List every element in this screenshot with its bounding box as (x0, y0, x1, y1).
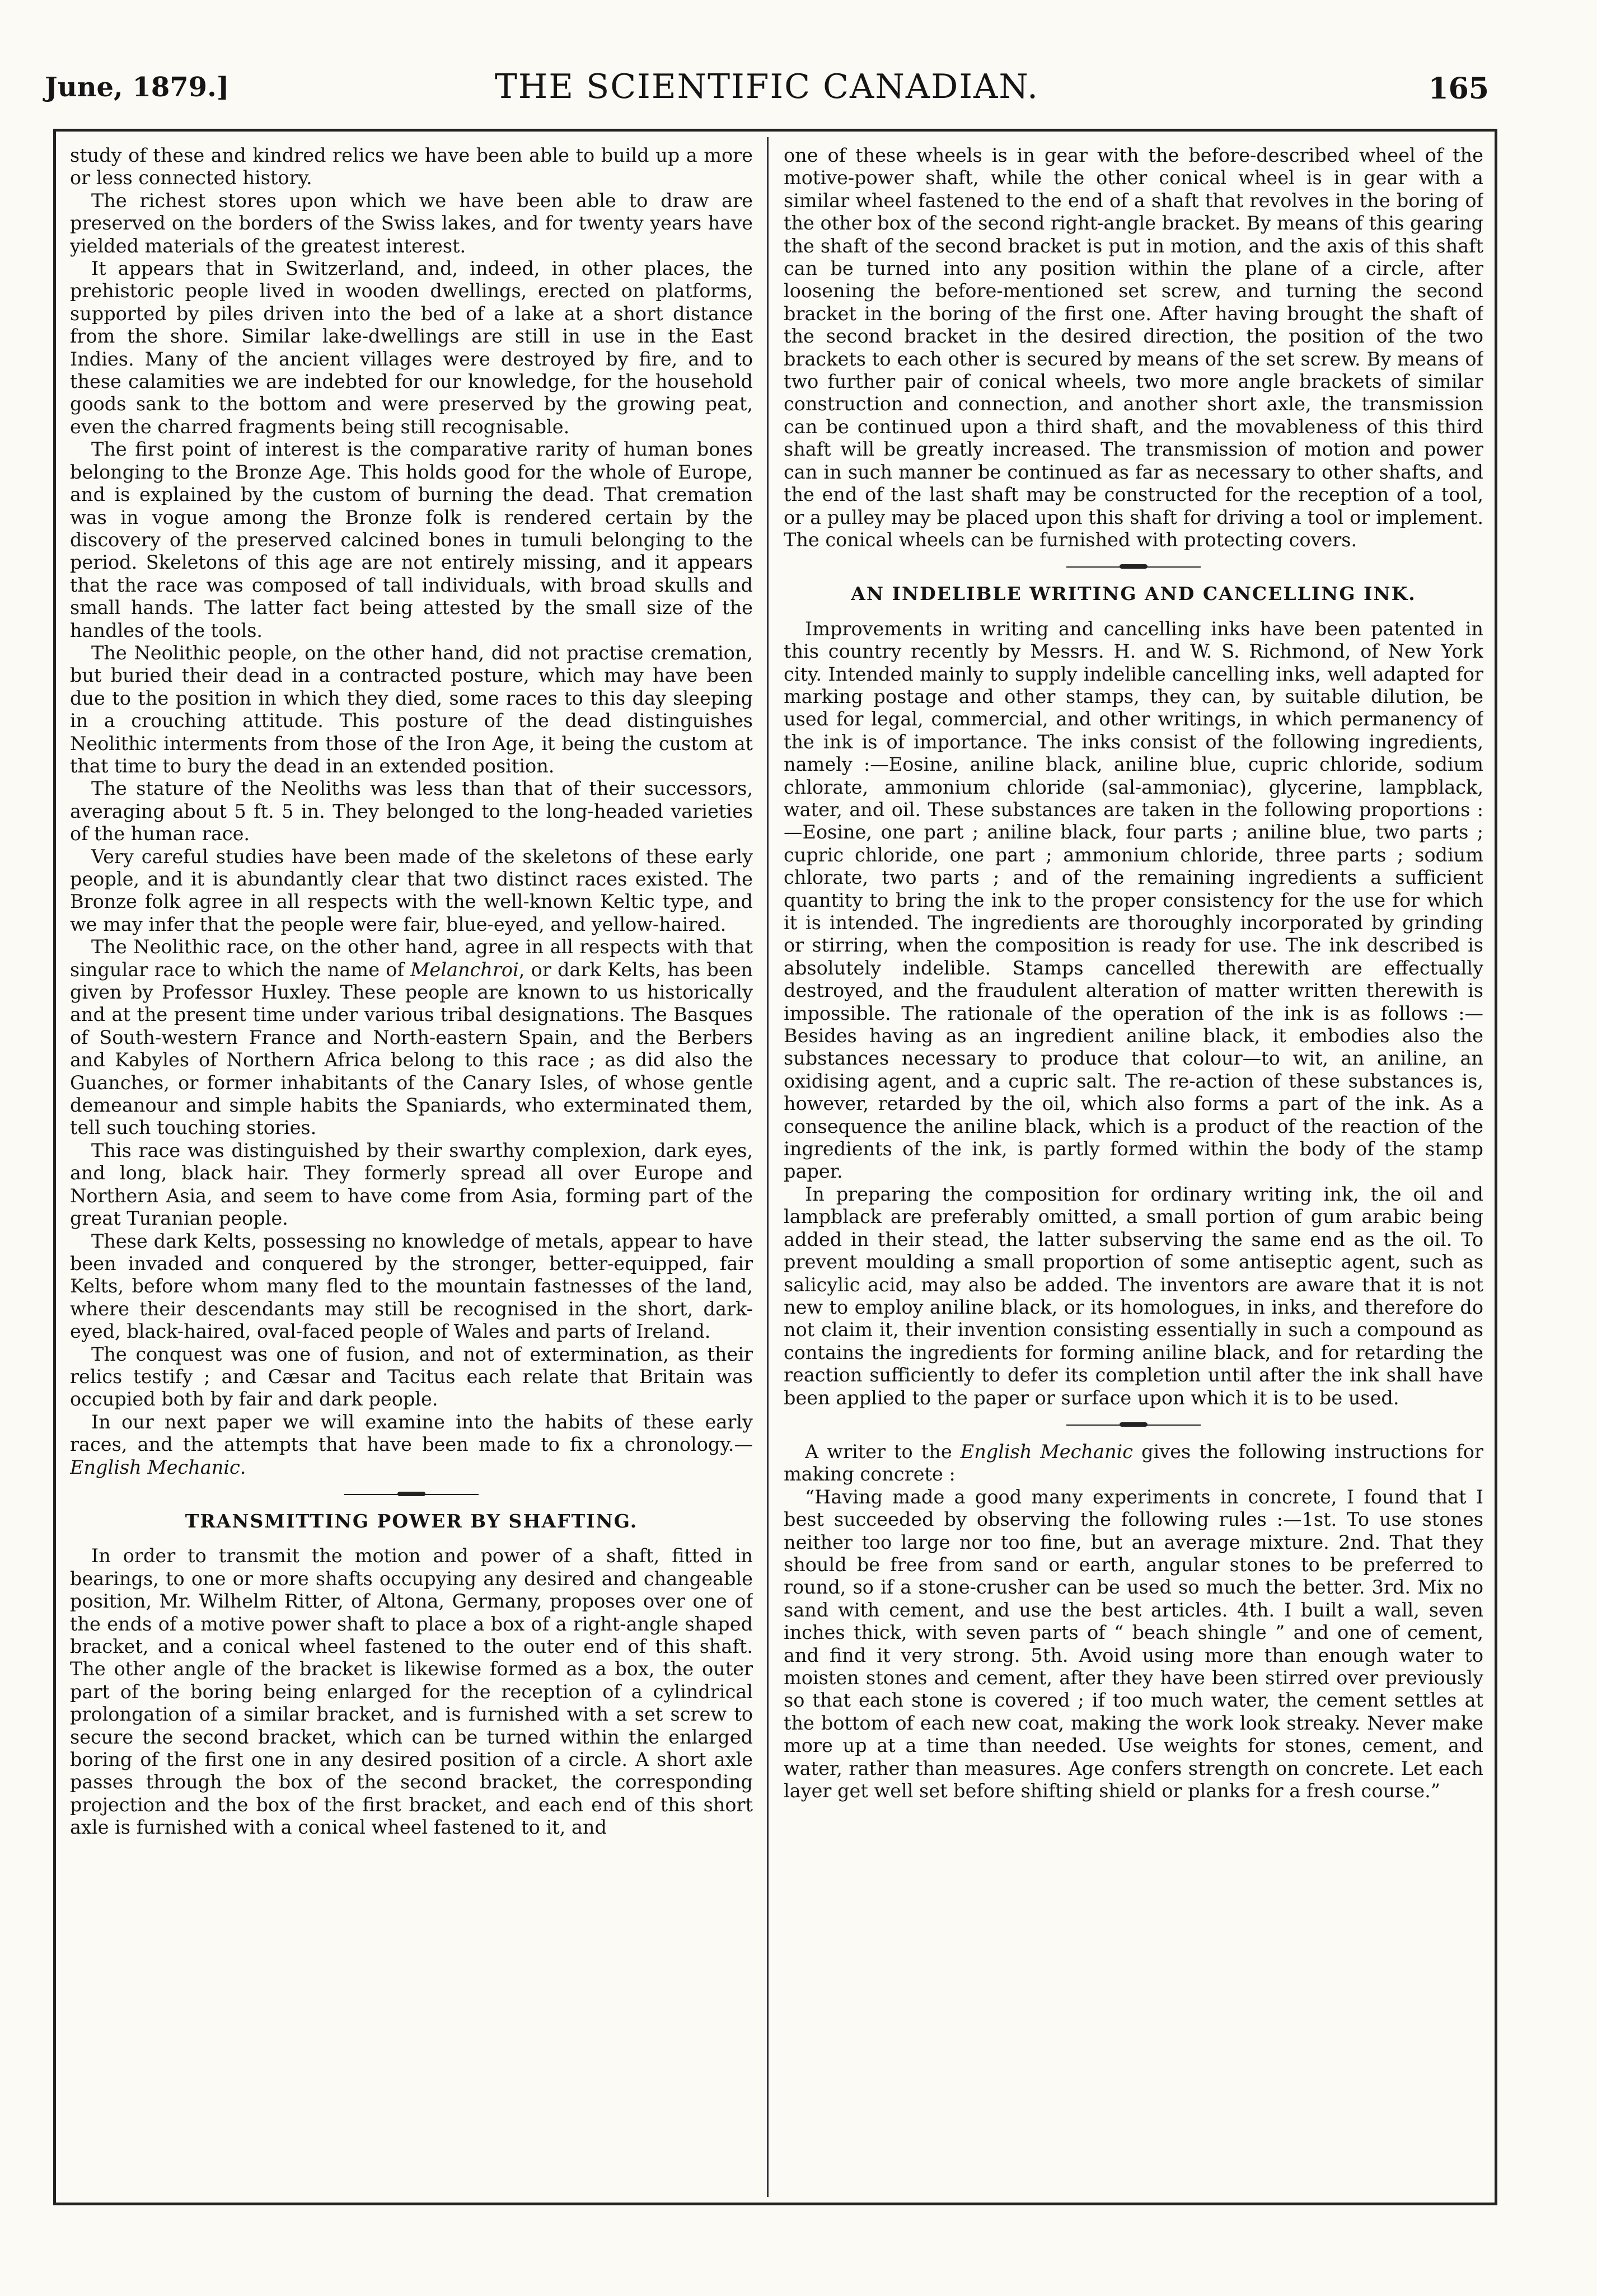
paragraph: “Having made a good many experiments in concrete, I found that I best succeeded by observing the following rules :—1st. To use stones neither too large nor too fine, but an average mixture. 2nd. That they should be free from sand or earth, angular stones to be preferred to round, so if a stone-crusher can be used so much the better. 3rd. Mix no sand with cement, and use the best articles. 4th. I built a wall, seven inches thick, with seven parts of “ beach shingle ” and one of cement, and find it very strong. 5th. Avoid using more than enough water to moisten stones and cement, after they have been stirred over previously so that each stone is covered ; if too much water, the cement settles at the bottom of each new coat, making the work look streaky. Never make more up at a time than needed. Use weights for stones, cement, and water, rather than measures. Age confers strength on concrete. Let each layer get well set before shifting shield or planks for a fresh course.” (784, 1486, 1483, 1802)
text-run: gives the following instructions for making concrete : (784, 1440, 1483, 1486)
paragraph: The stature of the Neoliths was less than that of their successors, averaging about 5 ft. 5 in. They belonged to the long-headed varieties of the human race. (70, 777, 753, 845)
text-run: , or dark Kelts, has been given by Professor Huxley. These people are known to us historically and at the present time under various tribal designations. The Basques of South-western France and North-eastern Spain, and the Berbers and Kabyles of Northern Africa belong to this race ; as did also the Guanches, or former inhabitants of the Canary Isles, of whose gentle demeanour and simple habits the Spaniards, who exterminated them, tell such touching stories. (70, 958, 753, 1139)
paragraph: The conquest was one of fusion, and not of extermination, as their relics testify ; and Cæsar and Tacitus each relate that Britain was occupied both by fair and dark people. (70, 1343, 753, 1411)
italic-term: Melanchroi (410, 958, 519, 981)
paragraph (70, 1411, 753, 1479)
italic-title: English Mechanic (960, 1440, 1133, 1463)
page-header (45, 67, 1489, 112)
section-separator (344, 1491, 479, 1498)
text-run: A writer to the (805, 1440, 961, 1463)
paragraph: one of these wheels is in gear with the before-described wheel of the motive-power shaft, while the other conical wheel is in gear with a similar wheel fastened to the end of a shaft that revolves in the boring of the other box of the second right-angle bracket. By means of this gearing the shaft of the second bracket is put in motion, and the axis of this shaft can be turned into any position within the plane of a circle, after loosening the before-mentioned set screw, and turning the second bracket in the boring of the first one. After having brought the shaft of the second bracket in the desired direction, the position of the two brackets to each other is secured by means of the set screw. By means of two further pair of conical wheels, two more angle brackets of similar construction and connection, and another short axle, the transmission can be continued upon a third shaft, and the movableness of this third shaft will be greatly increased. The transmission of motion and power can in such manner be continued as far as necessary to other shafts, and the end of the last shaft may be constructed for the reception of a tool, or a pulley may be placed upon this shaft for driving a tool or implement. The conical wheels can be furnished with protecting covers. (784, 144, 1483, 551)
paragraph: This race was distinguished by their swarthy complexion, dark eyes, and long, black hair. They formerly spread all over Europe and Northern Asia, and seem to have come from Asia, forming part of the great Turanian people. (70, 1139, 753, 1230)
paragraph: study of these and kindred relics we have been able to build up a more or less connected history. (70, 144, 753, 189)
paragraph: It appears that in Switzerland, and, indeed, in other places, the prehistoric people lived in wooden dwellings, erected on platforms, supported by piles driven into the bed of a lake at a short distance from the shore. Similar lake-dwellings are still in use in the East Indies. Many of the ancient villages were destroyed by fire, and to these calamities we are indebted for our knowledge, for the household goods sank to the bottom and were preserved by the growing peat, even the charred fragments being still recognisable. (70, 257, 753, 438)
text-run: The Neolithic race, on the other hand, agree in all respects with that singular race to which the name of (70, 936, 753, 981)
page-number: 165 (1428, 72, 1489, 106)
paragraph (70, 936, 753, 1140)
publication-title: THE SCIENTIFIC CANADIAN. (494, 67, 1039, 106)
column-divider (767, 137, 769, 2197)
paragraph: The first point of interest is the comparative rarity of human bones belonging to the Bronze Age. This holds good for the whole of Europe, and is explained by the custom of burning the dead. That cremation was in vogue among the Bronze folk is rendered certain by the discovery of the preserved calcined bones in tumuli belonging to the period. Skeletons of this age are not entirely missing, and it appears that the race was composed of tall individuals, with broad skulls and small hands. The latter fact being attested by the small size of the handles of the tools. (70, 438, 753, 641)
paragraph: These dark Kelts, possessing no knowledge of metals, appear to have been invaded and conquered by the stronger, better-equipped, fair Kelts, before whom many fled to the mountain fastnesses of the land, where their descendants may still be recognised in the short, dark-eyed, black-haired, oval-faced people of Wales and parts of Ireland. (70, 1230, 753, 1343)
paragraph: The Neolithic people, on the other hand, did not practise cremation, but buried their dead in a contracted posture, which may have been due to the position in which they died, some races to this day sleeping in a crouching attitude. This posture of the dead distinguishes Neolithic interments from those of the Iron Age, it being the custom at that time to bury the dead in an extended position. (70, 641, 753, 777)
article-heading: AN INDELIBLE WRITING AND CANCELLING INK. (851, 583, 1416, 605)
text-run: In our next paper we will examine into the habits of these early races, and the attempts that have been made to fix a chronology.— (70, 1411, 753, 1456)
right-column (784, 144, 1483, 2193)
paragraph: The richest stores upon which we have been able to draw are preserved on the borders of the Swiss lakes, and for twenty years have yielded materials of the greatest interest. (70, 189, 753, 257)
paragraph: In order to transmit the motion and power of a shaft, fitted in bearings, to one or more shafts occupying any desired and changeable position, Mr. Wilhelm Ritter, of Altona, Germany, proposes over one of the ends of a motive power shaft to place a box of a right-angle shaped bracket, and a conical wheel fastened to the outer end of this shaft. The other angle of the bracket is likewise formed as a box, the outer part of the boring being enlarged for the reception of a cylindrical prolongation of a similar bracket, and is furnished with a set screw to secure the second bracket, which can be turned within the enlarged boring of the first one in any desired position of a circle. A short axle passes through the box of the second bracket, the corresponding projection and the box of the first bracket, and each end of this short axle is furnished with a conical wheel fastened to it, and (70, 1545, 753, 1839)
paragraph: Improvements in writing and cancelling inks have been patented in this country recently by Messrs. H. and W. S. Richmond, of New York city. Intended mainly to supply indelible cancelling inks, well adapted for marking postage and other stamps, they can, by suitable dilution, be used for legal, commercial, and other writings, in which permanency of the ink is of importance. The inks consist of the following ingredients, namely :—Eosine, aniline black, aniline blue, cupric chloride, sodium chlorate, ammonium chloride (sal-ammoniac), glycerine, lampblack, water, and oil. These substances are taken in the following proportions :—Eosine, one part ; aniline black, four parts ; aniline blue, two parts ; cupric chloride, one part ; ammonium chloride, three parts ; sodium chlorate, two parts ; and of the remaining ingredients a sufficient quantity to bring the ink to the proper consistency for the use for which it is intended. The ingredients are thoroughly incorporated by grinding or stirring, when the composition is ready for use. The ink described is absolutely indelible. Stamps cancelled therewith are effectually destroyed, and the fraudulent alteration of matter written therewith is impossible. The rationale of the operation of the ink is as follows :—Besides having as an ingredient aniline black, it embodies also the substances necessary to produce that colour—to wit, an aniline, an oxidising agent, and a cupric salt. The re-action of these substances is, however, retarded by the oil, which also forms a part of the ink. As a consequence the aniline black, which is a product of the reaction of the ingredients of the ink, is partly formed within the body of the stamp paper. (784, 617, 1483, 1183)
issue-date: June, 1879.] (45, 72, 230, 103)
section-separator (1066, 1422, 1201, 1428)
article-heading: TRANSMITTING POWER BY SHAFTING. (185, 1510, 638, 1532)
paragraph: Very careful studies have been made of the skeletons of these early people, and it is abundantly clear that two distinct races existed. The Bronze folk agree in all respects with the well-known Keltic type, and we may infer that the people were fair, blue-eyed, and yellow-haired. (70, 845, 753, 935)
paragraph: In preparing the composition for ordinary writing ink, the oil and lampblack are preferably omitted, a small portion of gum arabic being added in their stead, the latter subserving the same end as the oil. To prevent moulding a small proportion of some antiseptic agent, such as salicylic acid, may also be added. The inventors are aware that it is not new to employ aniline black, or its homologues, in inks, and therefore do not claim it, their invention consisting essentially in such a compound as contains the ingredients for forming aniline black, and for retarding the reaction sufficiently to defer its completion until after the ink shall have been applied to the paper or surface upon which it is to be used. (784, 1183, 1483, 1409)
section-separator (1066, 564, 1201, 570)
source-credit: English Mechanic. (70, 1456, 246, 1478)
left-column (70, 144, 753, 2193)
paragraph (784, 1441, 1483, 1486)
